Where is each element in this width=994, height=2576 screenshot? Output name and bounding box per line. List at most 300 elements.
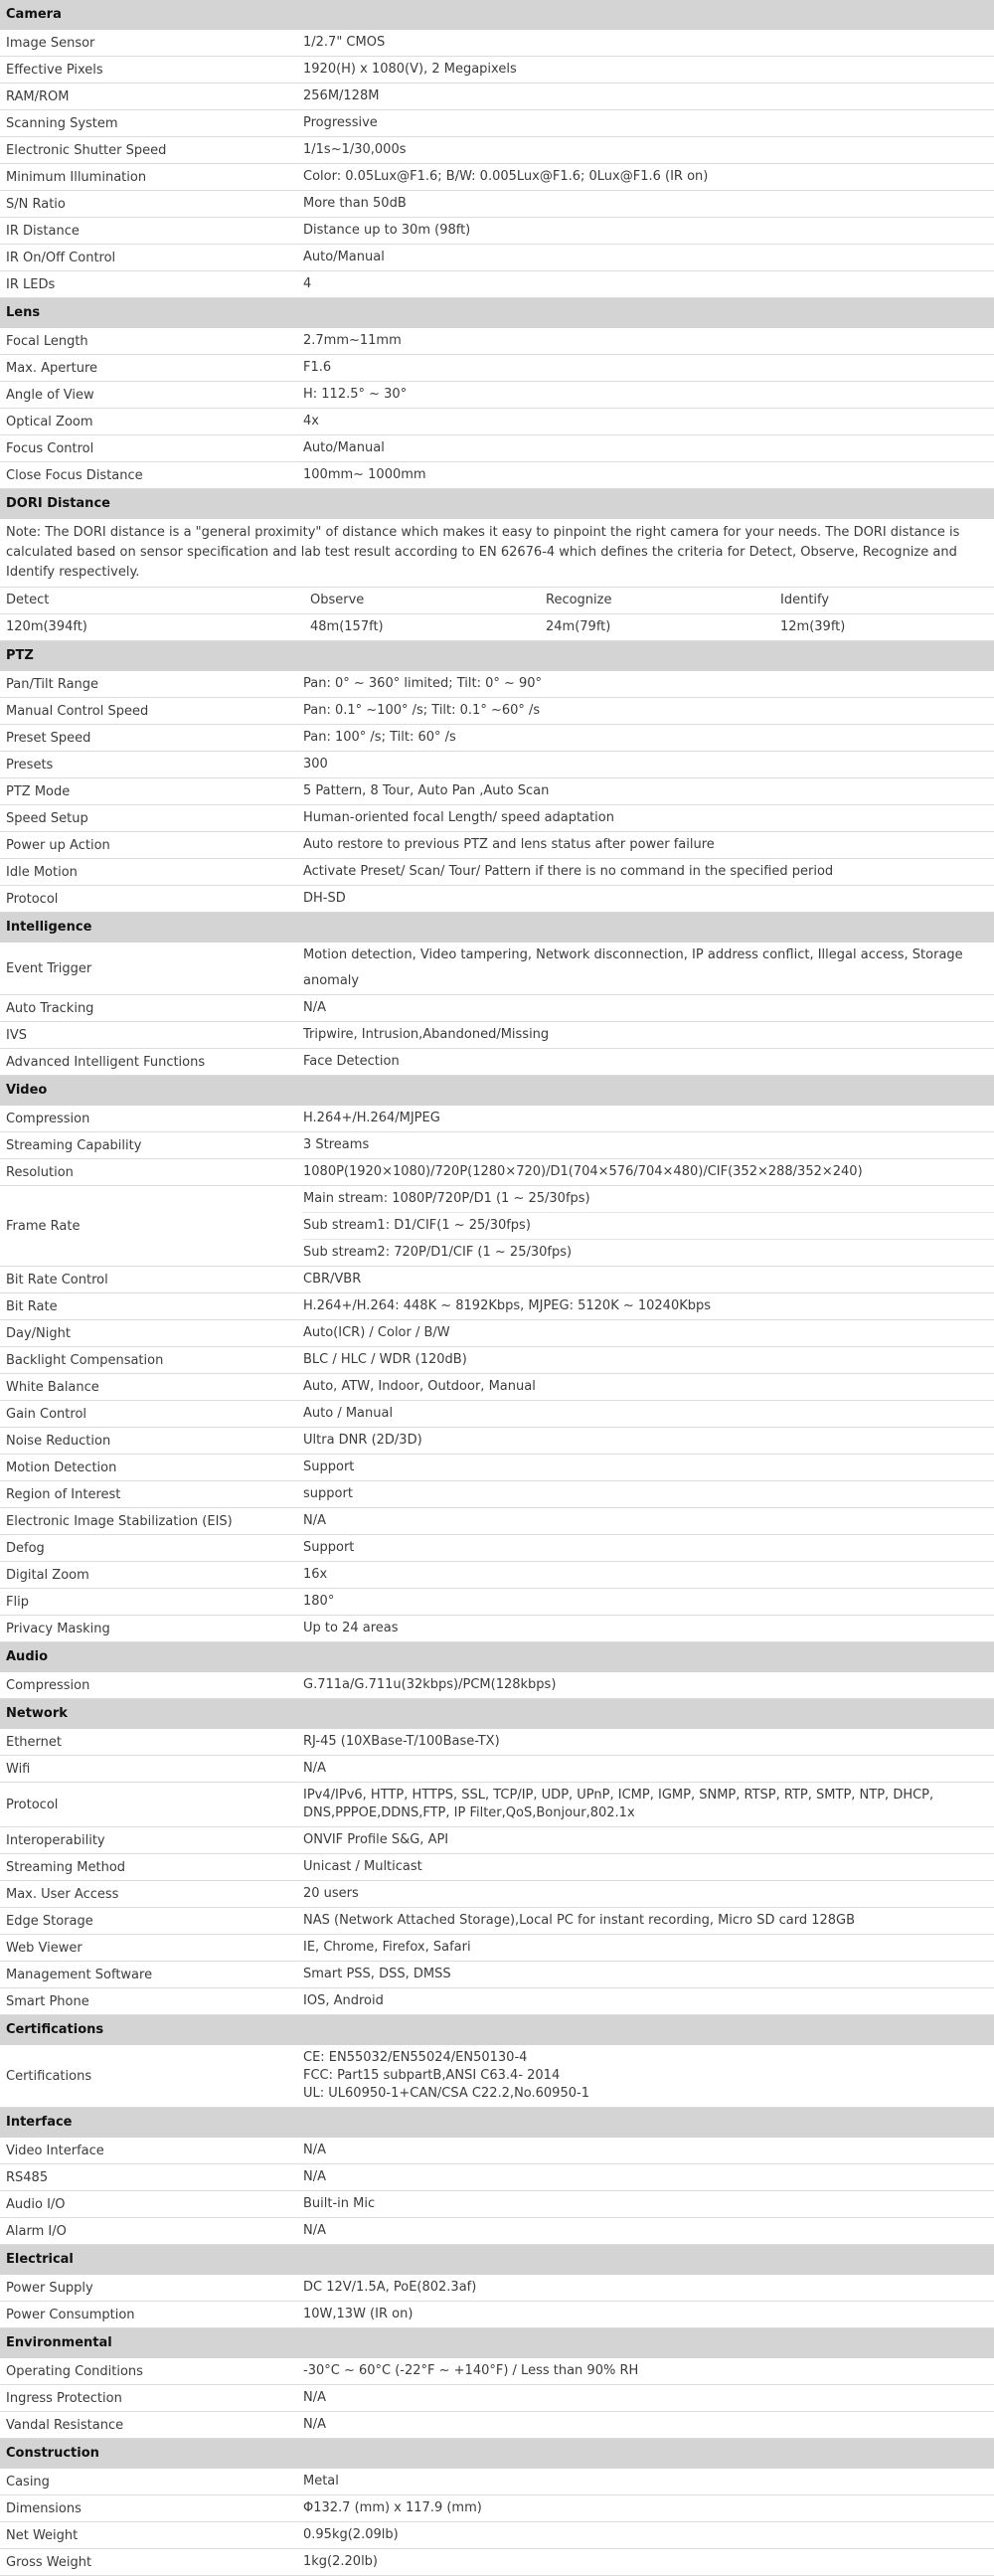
spec-label: IR LEDs (6, 276, 56, 292)
spec-row (0, 164, 994, 191)
spec-label: Net Weight (6, 2527, 79, 2543)
spec-value (298, 1186, 994, 1266)
dori-header-row (0, 588, 994, 614)
spec-value-line: N/A (303, 1761, 326, 1776)
spec-row (0, 805, 994, 832)
spec-label: Operating Conditions (6, 2363, 143, 2379)
spec-row (0, 859, 994, 886)
spec-row (0, 2469, 994, 2495)
spec-value-line: support (303, 1486, 353, 1501)
spec-value-line: FCC: Part15 subpartB,ANSI C63.4- 2014 (303, 2068, 561, 2083)
spec-value (298, 1455, 994, 1480)
spec-label: Max. User Access (6, 1886, 119, 1902)
dori-cell: 48m(157ft) (310, 619, 384, 634)
spec-row (0, 328, 994, 355)
section-header-network: Network (0, 1699, 994, 1729)
spec-value (298, 1293, 994, 1319)
spec-row (0, 1428, 994, 1455)
spec-value-line: H: 112.5° ~ 30° (303, 387, 408, 402)
section-header-environmental: Environmental (0, 2328, 994, 2358)
spec-label: Speed Setup (6, 810, 88, 826)
spec-label: Defog (6, 1540, 45, 1556)
spec-value (298, 1267, 994, 1292)
spec-row (0, 995, 994, 1022)
spec-row (0, 886, 994, 913)
spec-value (298, 462, 994, 488)
spec-row (0, 2385, 994, 2412)
spec-row (0, 1106, 994, 1132)
spec-label: Auto Tracking (6, 1000, 94, 1016)
spec-value-line: N/A (303, 1000, 326, 1015)
spec-value-line: 1080P(1920×1080)/720P(1280×720)/D1(704×576/704×480)/CIF(352×288/352×240) (303, 1164, 863, 1179)
spec-value (298, 698, 994, 724)
spec-value (298, 2412, 994, 2438)
spec-label: Optical Zoom (6, 414, 93, 429)
spec-row (0, 1347, 994, 1374)
spec-value (298, 805, 994, 831)
spec-label: Casing (6, 2474, 50, 2490)
spec-value-line: Auto / Manual (303, 1406, 394, 1421)
spec-value (298, 2045, 994, 2107)
spec-row (0, 57, 994, 84)
spec-label: Region of Interest (6, 1486, 121, 1502)
spec-value (298, 1672, 994, 1698)
spec-label: IVS (6, 1027, 27, 1043)
spec-value-line: 5 Pattern, 8 Tour, Auto Pan ,Auto Scan (303, 783, 550, 798)
spec-value-line: 3 Streams (303, 1137, 370, 1152)
spec-label: Scanning System (6, 115, 118, 131)
spec-value (298, 110, 994, 136)
spec-value (298, 2522, 994, 2548)
spec-value-line: Up to 24 areas (303, 1621, 399, 1635)
spec-row (0, 1827, 994, 1854)
spec-value-line: Progressive (303, 115, 378, 130)
spec-value (298, 435, 994, 461)
spec-value-line: ONVIF Profile S&G, API (303, 1832, 449, 1847)
spec-value (298, 2358, 994, 2384)
spec-value (298, 1935, 994, 1961)
spec-value-line: 0.95kg(2.09lb) (303, 2527, 399, 2542)
spec-value-line: 100mm~ 1000mm (303, 467, 426, 482)
spec-value (298, 2385, 994, 2411)
spec-label: White Balance (6, 1379, 99, 1395)
spec-label: Ingress Protection (6, 2390, 122, 2406)
spec-value (298, 1988, 994, 2014)
spec-row (0, 2522, 994, 2549)
spec-row (0, 191, 994, 218)
spec-label: Power up Action (6, 837, 110, 853)
spec-label: Dimensions (6, 2500, 82, 2516)
spec-value-line: Support (303, 1460, 355, 1474)
spec-value (298, 137, 994, 163)
spec-value (298, 1481, 994, 1507)
spec-row (0, 1988, 994, 2015)
spec-value (298, 1022, 994, 1048)
spec-row (0, 725, 994, 752)
spec-value (298, 1729, 994, 1755)
spec-row (0, 1535, 994, 1562)
spec-row (0, 2218, 994, 2245)
spec-value (298, 1320, 994, 1346)
spec-value-line: IE, Chrome, Firefox, Safari (303, 1940, 471, 1955)
spec-label: Streaming Method (6, 1859, 126, 1875)
spec-value (298, 1347, 994, 1373)
spec-row (0, 1267, 994, 1293)
spec-value (298, 355, 994, 381)
spec-value (298, 1827, 994, 1853)
spec-value-line: Unicast / Multicast (303, 1859, 422, 1874)
spec-value-line: Auto/Manual (303, 250, 385, 264)
dori-cell: 24m(79ft) (546, 619, 611, 634)
spec-value-line: N/A (303, 2417, 326, 2432)
spec-label: Gain Control (6, 1406, 87, 1422)
spec-value-line: Φ132.7 (mm) x 117.9 (mm) (303, 2500, 482, 2515)
spec-value-line: N/A (303, 2390, 326, 2405)
spec-row (0, 1672, 994, 1699)
spec-row (0, 2302, 994, 2328)
spec-row (0, 245, 994, 271)
spec-row (0, 1320, 994, 1347)
spec-value (298, 1783, 994, 1826)
spec-row (0, 2495, 994, 2522)
spec-value (298, 778, 994, 804)
spec-row (0, 832, 994, 859)
spec-value-line: Motion detection, Video tampering, Network disconnection, IP address conflict, Illegal access, Storage anomaly (303, 947, 963, 988)
spec-label: Interoperability (6, 1832, 105, 1848)
spec-label: Smart Phone (6, 1993, 89, 2009)
spec-value-line: Auto, ATW, Indoor, Outdoor, Manual (303, 1379, 536, 1394)
spec-value-line: Ultra DNR (2D/3D) (303, 1433, 422, 1448)
spec-value-line: F1.6 (303, 360, 332, 375)
spec-label: Management Software (6, 1967, 153, 1982)
spec-label: Edge Storage (6, 1913, 93, 1929)
dori-cell: Recognize (546, 593, 612, 607)
spec-label: Electronic Shutter Speed (6, 142, 167, 158)
spec-value-line: Pan: 100° /s; Tilt: 60° /s (303, 730, 456, 745)
spec-value-line: Auto(ICR) / Color / B/W (303, 1325, 450, 1340)
spec-row (0, 1022, 994, 1049)
spec-label: Backlight Compensation (6, 1352, 164, 1368)
section-header-ptz: PTZ (0, 641, 994, 671)
spec-label: Focus Control (6, 440, 94, 456)
spec-label: Certifications (6, 2068, 92, 2084)
spec-value-line: Pan: 0.1° ~100° /s; Tilt: 0.1° ~60° /s (303, 703, 541, 718)
spec-label: Compression (6, 1677, 90, 1693)
spec-row (0, 1908, 994, 1935)
spec-label: Vandal Resistance (6, 2417, 124, 2433)
spec-label: Streaming Capability (6, 1137, 142, 1153)
spec-value-line: Human-oriented focal Length/ speed adaptation (303, 810, 614, 825)
section-header-video: Video (0, 1076, 994, 1106)
spec-label: Privacy Masking (6, 1621, 110, 1636)
spec-value (298, 1159, 994, 1185)
spec-value-line: IOS, Android (303, 1993, 384, 2008)
spec-value-line: Distance up to 30m (98ft) (303, 223, 471, 238)
spec-label: Preset Speed (6, 730, 91, 746)
section-header-intelligence: Intelligence (0, 913, 994, 943)
section-header-camera: Camera (0, 0, 994, 30)
spec-label: Power Consumption (6, 2307, 135, 2322)
spec-row (0, 2275, 994, 2302)
spec-row (0, 1935, 994, 1962)
spec-value-line: Metal (303, 2474, 339, 2489)
spec-value-line: NAS (Network Attached Storage),Local PC for instant recording, Micro SD card 128GB (303, 1913, 856, 1928)
spec-value-line: IPv4/IPv6, HTTP, HTTPS, SSL, TCP/IP, UDP, UPnP, ICMP, IGMP, SNMP, RTSP, RTP, SMTP, NTP, DHCP, (303, 1788, 934, 1803)
spec-value-line: DNS,PPPOE,DDNS,FTP, IP Filter,QoS,Bonjour,802.1x (303, 1805, 635, 1820)
spec-row (0, 698, 994, 725)
spec-label: Day/Night (6, 1325, 71, 1341)
spec-value-line: 1/2.7" CMOS (303, 35, 386, 50)
spec-value (298, 752, 994, 777)
spec-value (298, 164, 994, 190)
spec-value (298, 218, 994, 244)
spec-value (298, 1428, 994, 1454)
spec-value (298, 832, 994, 858)
spec-label: Alarm I/O (6, 2223, 67, 2239)
spec-label: S/N Ratio (6, 196, 66, 212)
spec-row (0, 1881, 994, 1908)
spec-value (298, 2302, 994, 2327)
spec-label: Focal Length (6, 333, 88, 349)
spec-label: Electronic Image Stabilization (EIS) (6, 1513, 233, 1529)
spec-value-line: Face Detection (303, 1054, 400, 1069)
spec-value (298, 2275, 994, 2301)
spec-label: Resolution (6, 1164, 74, 1180)
spec-label: Max. Aperture (6, 360, 98, 376)
spec-row (0, 2164, 994, 2191)
spec-value-line: More than 50dB (303, 196, 407, 211)
spec-value-line: H.264+/H.264/MJPEG (303, 1111, 440, 1125)
section-header-construction: Construction (0, 2439, 994, 2469)
spec-row (0, 1562, 994, 1589)
spec-value-line: UL: UL60950-1+CAN/CSA C22.2,No.60950-1 (303, 2086, 589, 2101)
spec-value-line: RJ-45 (10XBase-T/100Base-TX) (303, 1734, 500, 1749)
spec-value (298, 1908, 994, 1934)
spec-row (0, 2549, 994, 2576)
spec-label: Web Viewer (6, 1940, 83, 1956)
spec-label: RAM/ROM (6, 88, 70, 104)
spec-row (0, 1508, 994, 1535)
spec-row (0, 2191, 994, 2218)
spec-label: Wifi (6, 1761, 31, 1777)
spec-label: Gross Weight (6, 2554, 92, 2570)
spec-value-line: Sub stream1: D1/CIF(1 ~ 25/30fps) (303, 1213, 994, 1240)
spec-value (298, 409, 994, 434)
spec-value-line: 180° (303, 1594, 335, 1609)
spec-row (0, 752, 994, 778)
spec-value-line: 1/1s~1/30,000s (303, 142, 407, 157)
spec-row (0, 462, 994, 489)
spec-value (298, 2495, 994, 2521)
spec-row (0, 435, 994, 462)
spec-value-line: 16x (303, 1567, 328, 1582)
spec-row (0, 671, 994, 698)
spec-label: Flip (6, 1594, 29, 1610)
section-header-certifications: Certifications (0, 2015, 994, 2045)
spec-value (298, 943, 994, 994)
spec-label: Audio I/O (6, 2196, 66, 2212)
spec-row (0, 1455, 994, 1481)
spec-label: Close Focus Distance (6, 467, 143, 483)
spec-label: PTZ Mode (6, 783, 71, 799)
spec-value (298, 2164, 994, 2190)
spec-value-line: 2.7mm~11mm (303, 333, 402, 348)
spec-value (298, 1132, 994, 1158)
spec-value (298, 84, 994, 109)
spec-value (298, 671, 994, 697)
spec-value-line: Color: 0.05Lux@F1.6; B/W: 0.005Lux@F1.6; 0Lux@F1.6 (IR on) (303, 169, 709, 184)
spec-value-line: Pan: 0° ~ 360° limited; Tilt: 0° ~ 90° (303, 676, 543, 691)
dori-note: Note: The DORI distance is a "general proximity" of distance which makes it easy to pinpoint the right camera for your needs. The DORI distance is calculated based on sensor specification and lab test result according to EN 62676-4 which defines the criteria for Detect, Observe, Recognize and Identify respectively. (0, 519, 994, 588)
spec-label: Ethernet (6, 1734, 62, 1750)
spec-row (0, 1186, 994, 1267)
spec-value (298, 859, 994, 885)
spec-value-line: N/A (303, 2143, 326, 2157)
spec-value-line: DC 12V/1.5A, PoE(802.3af) (303, 2280, 477, 2295)
spec-label: Protocol (6, 1797, 59, 1812)
spec-value-line: N/A (303, 1513, 326, 1528)
spec-label: Effective Pixels (6, 62, 103, 78)
spec-label: Motion Detection (6, 1460, 117, 1475)
spec-label: Video Interface (6, 2143, 104, 2158)
spec-row (0, 1616, 994, 1642)
dori-values-row (0, 614, 994, 641)
spec-label: Angle of View (6, 387, 94, 403)
spec-label: Minimum Illumination (6, 169, 147, 185)
spec-value (298, 2191, 994, 2217)
spec-value-line: Support (303, 1540, 355, 1555)
spec-value-line: 1kg(2.20lb) (303, 2554, 379, 2569)
spec-value-line: 20 users (303, 1886, 359, 1901)
spec-row (0, 1589, 994, 1616)
spec-row (0, 1481, 994, 1508)
spec-value (298, 1962, 994, 1987)
spec-value (298, 1562, 994, 1588)
spec-label: Bit Rate Control (6, 1272, 108, 1288)
dori-cell: Detect (6, 593, 50, 607)
spec-value (298, 1106, 994, 1131)
spec-value-line: DH-SD (303, 891, 346, 906)
spec-label: IR On/Off Control (6, 250, 116, 265)
spec-value (298, 1535, 994, 1561)
spec-value-line: Activate Preset/ Scan/ Tour/ Pattern if there is no command in the specified period (303, 864, 834, 879)
spec-value (298, 191, 994, 217)
spec-value-line: BLC / HLC / WDR (120dB) (303, 1352, 467, 1367)
spec-value-line: G.711a/G.711u(32kbps)/PCM(128kbps) (303, 1677, 557, 1692)
spec-value (298, 1374, 994, 1400)
spec-label: Power Supply (6, 2280, 93, 2296)
spec-row (0, 137, 994, 164)
spec-value-line: 256M/128M (303, 88, 380, 103)
spec-row (0, 355, 994, 382)
spec-row (0, 218, 994, 245)
spec-value (298, 886, 994, 912)
spec-value (298, 30, 994, 56)
spec-label: RS485 (6, 2169, 49, 2185)
spec-value (298, 2549, 994, 2575)
spec-value (298, 1589, 994, 1615)
spec-row (0, 943, 994, 995)
section-header-electrical: Electrical (0, 2245, 994, 2275)
section-header-dori-distance: DORI Distance (0, 489, 994, 519)
spec-value (298, 1049, 994, 1075)
spec-value-line: N/A (303, 2169, 326, 2184)
spec-value (298, 1854, 994, 1880)
spec-label: Noise Reduction (6, 1433, 111, 1449)
spec-row (0, 1049, 994, 1076)
spec-value-line: 10W,13W (IR on) (303, 2307, 414, 2321)
spec-value (298, 1401, 994, 1427)
spec-label: Digital Zoom (6, 1567, 89, 1583)
spec-value (298, 245, 994, 270)
spec-row (0, 1374, 994, 1401)
spec-row (0, 1159, 994, 1186)
spec-value-line: Built-in Mic (303, 2196, 376, 2211)
spec-label: Event Trigger (6, 960, 92, 976)
spec-value-line: 1920(H) x 1080(V), 2 Megapixels (303, 62, 517, 77)
section-header-interface: Interface (0, 2108, 994, 2138)
spec-row (0, 2412, 994, 2439)
spec-value (298, 2138, 994, 2163)
spec-value (298, 382, 994, 408)
spec-label: Frame Rate (6, 1218, 81, 1234)
spec-value-line: H.264+/H.264: 448K ~ 8192Kbps, MJPEG: 5120K ~ 10240Kbps (303, 1298, 712, 1313)
spec-label: Manual Control Speed (6, 703, 149, 719)
spec-value-line: Main stream: 1080P/720P/D1 (1 ~ 25/30fps) (303, 1186, 994, 1213)
spec-value-line: Smart PSS, DSS, DMSS (303, 1967, 451, 1981)
spec-value (298, 328, 994, 354)
spec-label: Idle Motion (6, 864, 78, 880)
spec-row (0, 1729, 994, 1756)
spec-value-line: Sub stream2: 720P/D1/CIF (1 ~ 25/30fps) (303, 1245, 573, 1260)
spec-value-line: Auto/Manual (303, 440, 385, 455)
spec-value (298, 2469, 994, 2494)
spec-row (0, 1401, 994, 1428)
dori-cell: 120m(394ft) (6, 619, 87, 634)
spec-label: Pan/Tilt Range (6, 676, 99, 692)
spec-value-line: Tripwire, Intrusion,Abandoned/Missing (303, 1027, 550, 1042)
spec-label: Bit Rate (6, 1298, 58, 1314)
spec-value (298, 725, 994, 751)
spec-value (298, 271, 994, 297)
spec-value (298, 57, 994, 83)
dori-cell: Identify (780, 593, 830, 607)
spec-row (0, 2138, 994, 2164)
section-header-lens: Lens (0, 298, 994, 328)
spec-row (0, 1783, 994, 1827)
spec-value-line: CBR/VBR (303, 1272, 362, 1287)
spec-label: IR Distance (6, 223, 80, 239)
spec-value (298, 1881, 994, 1907)
spec-row (0, 409, 994, 435)
spec-label: Compression (6, 1111, 90, 1126)
spec-value-line: 300 (303, 757, 328, 772)
spec-value (298, 1508, 994, 1534)
spec-row (0, 271, 994, 298)
dori-cell: 12m(39ft) (780, 619, 846, 634)
spec-row (0, 1962, 994, 1988)
spec-row (0, 84, 994, 110)
spec-value (298, 1616, 994, 1641)
spec-row (0, 382, 994, 409)
spec-label: Advanced Intelligent Functions (6, 1054, 206, 1070)
spec-value-line: 4 (303, 276, 312, 291)
spec-row (0, 2045, 994, 2108)
section-header-audio: Audio (0, 1642, 994, 1672)
spec-value-line: Auto restore to previous PTZ and lens status after power failure (303, 837, 715, 852)
spec-label: Protocol (6, 891, 59, 907)
spec-label: Presets (6, 757, 54, 773)
